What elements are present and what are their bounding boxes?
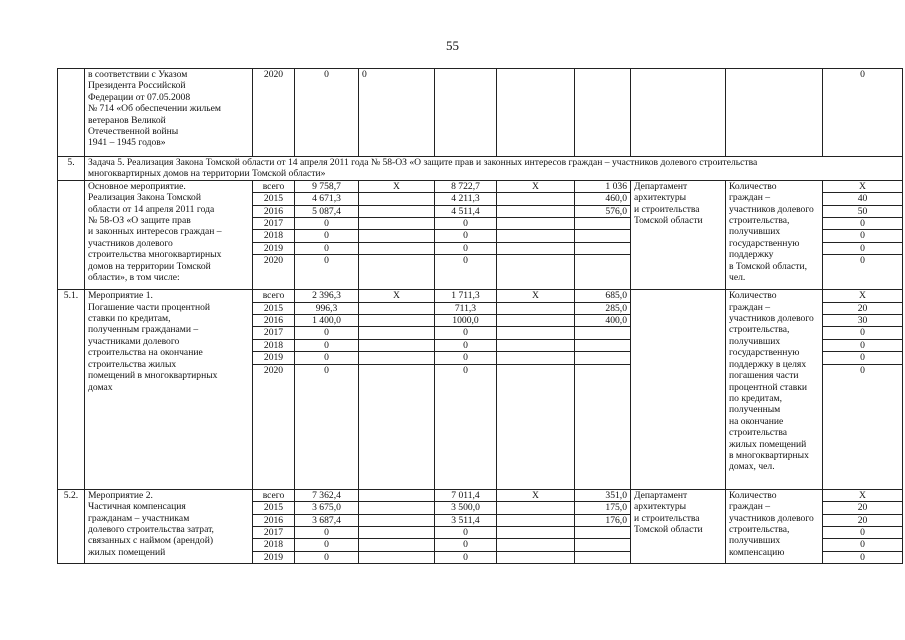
indicator-value: 40 <box>823 193 903 205</box>
cell-line: получивших <box>729 226 781 238</box>
cell-line: участников долевого <box>729 203 814 215</box>
regional-cell: 0 <box>435 526 497 538</box>
table-body <box>58 69 903 564</box>
cell-line: Мероприятие 1. <box>88 290 153 302</box>
cell-line: Реализация Закона Томской <box>88 192 201 204</box>
year-cell: 2019 <box>253 352 295 364</box>
total-cell: 0 <box>295 364 359 489</box>
item-number: 5.1. <box>58 290 85 489</box>
federal-cell <box>359 539 435 551</box>
total-cell: 0 <box>295 327 359 339</box>
extra-cell <box>575 352 631 364</box>
indicator-value: 0 <box>823 539 903 551</box>
table-cell <box>58 69 85 157</box>
local-cell <box>497 255 575 290</box>
cell-line: № 714 «Об обеспечении жильем <box>88 103 221 115</box>
year-cell: 2016 <box>253 514 295 526</box>
year-cell: 2017 <box>253 327 295 339</box>
cell-line: Президента Российской <box>88 80 186 92</box>
local-cell <box>497 218 575 230</box>
cell-line: Департамент <box>634 489 688 501</box>
item-number <box>58 180 85 289</box>
indicator-value: 50 <box>823 205 903 217</box>
table-row <box>58 489 903 501</box>
local-cell: Х <box>497 489 575 501</box>
extra-cell <box>575 539 631 551</box>
item-number: 5.2. <box>58 489 85 563</box>
extra-cell <box>575 551 631 563</box>
task-row <box>58 157 903 181</box>
year-cell: 2015 <box>253 302 295 314</box>
cell-line: участниками долевого <box>88 335 180 347</box>
cell-line: строительства <box>729 427 788 439</box>
task-title <box>85 157 903 181</box>
year-cell: 2018 <box>253 539 295 551</box>
extra-cell <box>575 218 631 230</box>
year-cell: 2015 <box>253 502 295 514</box>
regional-cell: 0 <box>435 230 497 242</box>
local-cell <box>497 193 575 205</box>
total-cell: 996,3 <box>295 302 359 314</box>
indicator-value: 0 <box>823 255 903 290</box>
federal-cell <box>359 242 435 254</box>
local-cell <box>497 539 575 551</box>
cell-line: Погашение части процентной <box>88 301 211 313</box>
regional-cell: 7 011,4 <box>435 489 497 501</box>
cell-line: и законных интересов граждан – <box>88 226 222 238</box>
federal-cell <box>359 205 435 217</box>
cell-line: Департамент <box>634 180 688 192</box>
regional-cell: 0 <box>435 218 497 230</box>
table-row <box>58 290 903 302</box>
federal-cell <box>359 364 435 489</box>
indicator-value: 20 <box>823 514 903 526</box>
regional-cell: 0 <box>435 255 497 290</box>
total-cell: 2 396,3 <box>295 290 359 302</box>
table-cell <box>435 69 497 157</box>
regional-cell: 0 <box>435 327 497 339</box>
extra-cell: 285,0 <box>575 302 631 314</box>
cell-line: строительства, <box>729 215 790 227</box>
extra-cell: 576,0 <box>575 205 631 217</box>
year-cell: 2019 <box>253 551 295 563</box>
department-cell <box>631 180 726 289</box>
year-cell: всего <box>253 489 295 501</box>
local-cell <box>497 551 575 563</box>
year-cell: 2015 <box>253 193 295 205</box>
regional-cell: 711,3 <box>435 302 497 314</box>
total-cell: 7 362,4 <box>295 489 359 501</box>
cell-line: участников долевого <box>729 313 814 325</box>
federal-cell: 0 <box>359 69 435 157</box>
federal-cell <box>359 315 435 327</box>
cell-line: строительства жилых <box>88 358 177 370</box>
cell-line: полученным <box>729 404 781 416</box>
regional-cell: 4 211,3 <box>435 193 497 205</box>
indicator-name <box>726 489 823 563</box>
regional-cell: 1 711,3 <box>435 290 497 302</box>
cell-line: по кредитам, <box>729 392 782 404</box>
total-cell: 0 <box>295 539 359 551</box>
cell-line: 1941 – 1945 годов» <box>88 137 166 149</box>
total-cell: 0 <box>295 339 359 351</box>
indicator-value: 0 <box>823 352 903 364</box>
year-cell: всего <box>253 290 295 302</box>
total-cell: 5 087,4 <box>295 205 359 217</box>
cell-line: поддержку <box>729 249 774 261</box>
local-cell <box>497 526 575 538</box>
extra-cell <box>575 242 631 254</box>
cell-line: Федерации от 07.05.2008 <box>88 91 191 103</box>
total-cell: 0 <box>295 526 359 538</box>
indicator-value: 0 <box>823 327 903 339</box>
indicator-value: 0 <box>823 69 903 157</box>
activity-name <box>85 180 253 289</box>
regional-cell: 0 <box>435 539 497 551</box>
extra-cell <box>575 339 631 351</box>
cell-line: погашения части <box>729 370 799 382</box>
federal-cell <box>359 489 435 501</box>
program-table <box>57 68 903 564</box>
cell-line: области», в том числе: <box>88 272 180 284</box>
local-cell <box>497 242 575 254</box>
cell-line: долевого строительства затрат, <box>88 523 214 535</box>
cell-line: процентной ставки <box>729 381 808 393</box>
cell-line: участников долевого <box>88 237 173 249</box>
year-cell: всего <box>253 180 295 192</box>
extra-cell: 351,0 <box>575 489 631 501</box>
extra-cell: 1 036 <box>575 180 631 192</box>
activity-name <box>85 489 253 563</box>
indicator-value: 0 <box>823 364 903 489</box>
year-cell: 2016 <box>253 315 295 327</box>
regional-cell: 0 <box>435 551 497 563</box>
regional-cell: 3 511,4 <box>435 514 497 526</box>
total-cell: 0 <box>295 218 359 230</box>
local-cell <box>497 327 575 339</box>
federal-cell <box>359 255 435 290</box>
cell-line: жилых помещений <box>729 438 807 450</box>
federal-cell: Х <box>359 290 435 302</box>
table-cell <box>575 69 631 157</box>
cell-line: в многоквартирных <box>729 449 809 461</box>
indicator-value: 0 <box>823 339 903 351</box>
regional-cell: 0 <box>435 364 497 489</box>
cell-line: многоквартирных домов на территории Томской области» <box>88 168 326 180</box>
year-cell: 2020 <box>253 69 295 157</box>
extra-cell: 685,0 <box>575 290 631 302</box>
year-cell: 2018 <box>253 230 295 242</box>
local-cell <box>497 315 575 327</box>
cell-line: в Томской области, <box>729 260 807 272</box>
indicator-value: 0 <box>823 218 903 230</box>
cell-line: и строительства <box>634 512 700 524</box>
table-row <box>58 69 903 157</box>
federal-cell <box>359 218 435 230</box>
activity-name <box>85 69 253 157</box>
extra-cell <box>575 255 631 290</box>
cell-line: граждан – <box>729 301 771 313</box>
total-cell: 4 671,3 <box>295 193 359 205</box>
cell-line: граждан – <box>729 192 771 204</box>
federal-cell <box>359 551 435 563</box>
cell-line: получивших <box>729 335 781 347</box>
year-cell: 2020 <box>253 364 295 489</box>
cell-line: Мероприятие 2. <box>88 489 153 501</box>
indicator-value: 20 <box>823 302 903 314</box>
cell-line: строительства на окончание <box>88 347 203 359</box>
cell-line: Томской области <box>634 523 703 535</box>
local-cell <box>497 364 575 489</box>
indicator-value: 0 <box>823 526 903 538</box>
federal-cell: Х <box>359 180 435 192</box>
extra-cell: 176,0 <box>575 514 631 526</box>
extra-cell <box>575 364 631 489</box>
activity-name <box>85 290 253 489</box>
table-cell <box>631 69 726 157</box>
page-number: 55 <box>446 38 459 53</box>
year-cell: 2020 <box>253 255 295 290</box>
local-cell: Х <box>497 180 575 192</box>
indicator-value: Х <box>823 180 903 192</box>
indicator-name <box>726 290 823 489</box>
cell-line: ветеранов Великой <box>88 114 166 126</box>
extra-cell: 460,0 <box>575 193 631 205</box>
local-cell: Х <box>497 290 575 302</box>
total-cell: 9 758,7 <box>295 180 359 192</box>
regional-cell: 1000,0 <box>435 315 497 327</box>
extra-cell: 400,0 <box>575 315 631 327</box>
year-cell: 2017 <box>253 526 295 538</box>
department-cell <box>631 489 726 563</box>
extra-cell <box>575 327 631 339</box>
cell-line: участников долевого <box>729 512 814 524</box>
cell-line: жилых помещений <box>88 546 166 558</box>
total-cell: 3 675,0 <box>295 502 359 514</box>
cell-line: на окончание <box>729 415 784 427</box>
cell-line: Количество <box>729 489 777 501</box>
regional-cell: 3 500,0 <box>435 502 497 514</box>
cell-line: Частичная компенсация <box>88 501 186 513</box>
total-cell: 0 <box>295 69 359 157</box>
cell-line: чел. <box>729 272 746 284</box>
cell-line: поддержку в целях <box>729 358 807 370</box>
indicator-value: 30 <box>823 315 903 327</box>
total-cell: 0 <box>295 352 359 364</box>
extra-cell: 175,0 <box>575 502 631 514</box>
indicator-value: 0 <box>823 242 903 254</box>
cell-line: Задача 5. Реализация Закона Томской области от 14 апреля 2011 года № 58-ОЗ «О защите прав и законных интересов граждан – участников долевого строительства <box>88 157 758 168</box>
cell-line: граждан – <box>729 501 771 513</box>
task-number: 5. <box>58 157 85 181</box>
cell-line: Основное мероприятие. <box>88 180 186 192</box>
federal-cell <box>359 230 435 242</box>
cell-line: получивших <box>729 535 781 547</box>
cell-line: государственную <box>729 347 800 359</box>
cell-line: № 58-ОЗ «О защите прав <box>88 215 191 227</box>
federal-cell <box>359 352 435 364</box>
table-cell <box>497 69 575 157</box>
total-cell: 1 400,0 <box>295 315 359 327</box>
cell-line: строительства многоквартирных <box>88 249 222 261</box>
total-cell: 0 <box>295 551 359 563</box>
federal-cell <box>359 339 435 351</box>
regional-cell: 0 <box>435 242 497 254</box>
cell-line: компенсацию <box>729 546 785 558</box>
cell-line: и строительства <box>634 203 700 215</box>
total-cell: 3 687,4 <box>295 514 359 526</box>
regional-cell: 0 <box>435 339 497 351</box>
indicator-value: 0 <box>823 230 903 242</box>
total-cell: 0 <box>295 242 359 254</box>
federal-cell <box>359 526 435 538</box>
department-cell <box>631 290 726 489</box>
federal-cell <box>359 193 435 205</box>
local-cell <box>497 205 575 217</box>
indicator-value: Х <box>823 489 903 501</box>
federal-cell <box>359 514 435 526</box>
cell-line: государственную <box>729 237 800 249</box>
cell-line: полученным гражданами – <box>88 324 199 336</box>
local-cell <box>497 302 575 314</box>
indicator-value: 20 <box>823 502 903 514</box>
local-cell <box>497 502 575 514</box>
cell-line: связанных с наймом (арендой) <box>88 535 214 547</box>
cell-line: Отечественной войны <box>88 126 179 138</box>
cell-line: Количество <box>729 180 777 192</box>
regional-cell: 4 511,4 <box>435 205 497 217</box>
cell-line: строительства, <box>729 324 790 336</box>
cell-line: Томской области <box>634 215 703 227</box>
cell-line: домах, чел. <box>729 461 775 473</box>
year-cell: 2017 <box>253 218 295 230</box>
table-row <box>58 180 903 192</box>
cell-line: области от 14 апреля 2011 года <box>88 203 215 215</box>
indicator-name <box>726 180 823 289</box>
regional-cell: 8 722,7 <box>435 180 497 192</box>
local-cell <box>497 230 575 242</box>
local-cell <box>497 339 575 351</box>
cell-line: Количество <box>729 290 777 302</box>
cell-line: домах <box>88 381 113 393</box>
cell-line: помещений в многоквартирных <box>88 370 218 382</box>
federal-cell <box>359 327 435 339</box>
extra-cell <box>575 526 631 538</box>
cell-line: ставки по кредитам, <box>88 313 171 325</box>
federal-cell <box>359 502 435 514</box>
indicator-value: Х <box>823 290 903 302</box>
table-cell <box>726 69 823 157</box>
regional-cell: 0 <box>435 352 497 364</box>
cell-line: гражданам – участникам <box>88 512 190 524</box>
year-cell: 2016 <box>253 205 295 217</box>
total-cell: 0 <box>295 230 359 242</box>
cell-line: архитектуры <box>634 192 687 204</box>
cell-line: в соответствии с Указом <box>88 69 188 80</box>
cell-line: строительства, <box>729 523 790 535</box>
total-cell: 0 <box>295 255 359 290</box>
cell-line: архитектуры <box>634 501 687 513</box>
year-cell: 2018 <box>253 339 295 351</box>
cell-line: домов на территории Томской <box>88 260 211 272</box>
extra-cell <box>575 230 631 242</box>
local-cell <box>497 514 575 526</box>
year-cell: 2019 <box>253 242 295 254</box>
local-cell <box>497 352 575 364</box>
federal-cell <box>359 302 435 314</box>
indicator-value: 0 <box>823 551 903 563</box>
